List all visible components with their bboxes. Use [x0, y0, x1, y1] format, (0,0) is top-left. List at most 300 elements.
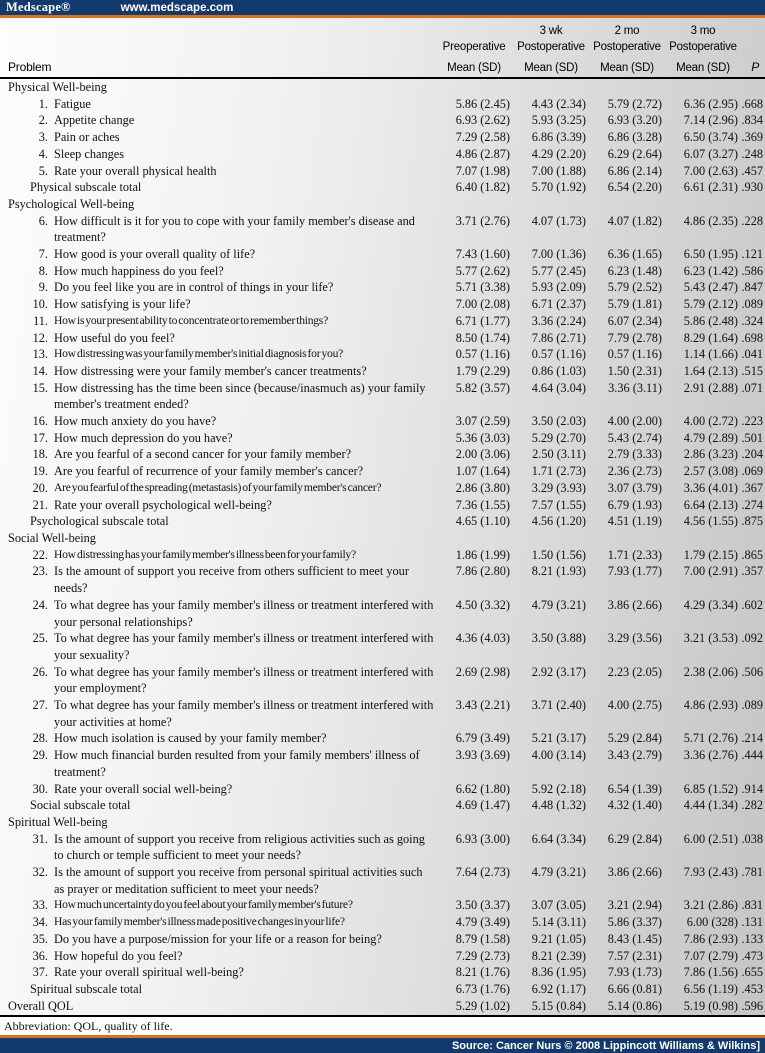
mean-sd-value: 7.00 (1.36) — [531, 247, 586, 262]
mean-sd-value: 3.43 (2.21) — [455, 698, 510, 713]
question-row — [0, 831, 765, 864]
question-cell — [0, 730, 435, 747]
p-value: .214 — [741, 731, 763, 746]
section-label: Psychological Well-being — [8, 196, 135, 211]
question-cell — [0, 948, 435, 965]
mean-sd-value: 6.92 (1.17) — [531, 981, 586, 996]
question-text: How much anxiety do you have? — [54, 414, 217, 429]
question-number: 36. — [32, 948, 48, 963]
mean-sd-value: 7.07 (1.98) — [455, 163, 510, 178]
mean-sd-value: 5.15 (0.84) — [531, 998, 586, 1013]
question-text: Is the amount of support you receive from personal spiritual activities such as prayer or meditation sufficient to meet your needs? — [54, 865, 423, 896]
p-value: .453 — [741, 981, 763, 996]
p-value: .781 — [741, 865, 763, 880]
mean-sd-value: 4.44 (1.34) — [683, 798, 738, 813]
subtotal-label: Spiritual subscale total — [30, 981, 143, 996]
question-text: How much happiness do you feel? — [54, 263, 224, 278]
p-value: .324 — [741, 313, 763, 328]
question-text: To what degree has your family member's illness or treatment interfered with your sexuality? — [54, 631, 434, 662]
question-cell — [0, 697, 435, 730]
question-cell — [0, 96, 435, 113]
mean-sd-value: 6.29 (2.84) — [607, 831, 662, 846]
question-cell — [0, 781, 435, 798]
mean-sd-value: 6.50 (1.95) — [683, 247, 738, 262]
question-text: How distressing has your family member's illness been for your family? — [54, 547, 356, 561]
mean-sd-value: 6.36 (1.65) — [607, 247, 662, 262]
question-cell — [0, 146, 435, 163]
mean-sd-value: 5.36 (3.03) — [455, 430, 510, 445]
mean-sd-value: 8.36 (1.95) — [531, 965, 586, 980]
col-header-mean-sd-3: Mean (SD) — [589, 53, 665, 78]
mean-sd-value: 8.43 (1.45) — [607, 931, 662, 946]
question-text: How difficult is it for you to cope with your family member's disease and treatment? — [54, 213, 415, 245]
question-text: Are you fearful of the spreading (metastasis) of your family member's cancer? — [54, 480, 382, 494]
mean-sd-value: 8.50 (1.74) — [455, 330, 510, 345]
question-number: 16. — [32, 414, 48, 429]
question-row — [0, 931, 765, 948]
question-number: 30. — [32, 781, 48, 796]
question-number: 29. — [32, 748, 48, 763]
question-number: 33. — [32, 898, 48, 913]
question-cell — [0, 213, 435, 246]
subtotal-label: Psychological subscale total — [30, 514, 169, 529]
question-number: 18. — [32, 447, 48, 462]
question-row — [0, 279, 765, 296]
mean-sd-value: 1.64 (2.13) — [683, 363, 738, 378]
question-number: 19. — [32, 464, 48, 479]
question-text: Rate your overall psychological well-being? — [54, 497, 272, 512]
abbreviation-footnote: Abbreviation: QOL, quality of life. — [0, 1015, 765, 1035]
subtotal-label: Social subscale total — [30, 798, 131, 813]
mean-sd-value: 6.07 (2.34) — [607, 313, 662, 328]
mean-sd-value: 6.54 (1.39) — [607, 781, 662, 796]
question-cell — [0, 129, 435, 146]
question-cell — [0, 446, 435, 463]
question-number: 13. — [32, 347, 48, 362]
question-cell — [0, 430, 435, 447]
mean-sd-value: 3.21 (2.86) — [683, 898, 738, 913]
mean-sd-value: 5.21 (3.17) — [531, 731, 586, 746]
mean-sd-value: 3.36 (4.01) — [683, 480, 738, 495]
p-value: .834 — [741, 113, 763, 128]
mean-sd-value: 4.65 (1.10) — [455, 514, 510, 529]
question-row — [0, 563, 765, 596]
question-number: 27. — [32, 698, 48, 713]
question-text: How is your present ability to concentrate or to remember things? — [54, 313, 328, 327]
mean-sd-value: 3.71 (2.40) — [531, 698, 586, 713]
question-text: To what degree has your family member's illness or treatment interfered with your employment? — [54, 664, 434, 696]
mean-sd-value: 5.92 (2.18) — [531, 781, 586, 796]
mean-sd-value: 7.86 (1.56) — [683, 965, 738, 980]
mean-sd-value: 7.00 (1.88) — [531, 163, 586, 178]
mean-sd-value: 5.79 (2.72) — [607, 96, 662, 111]
mean-sd-value: 6.54 (2.20) — [607, 180, 662, 195]
mean-sd-value: 4.86 (2.87) — [455, 146, 510, 161]
p-value: .914 — [741, 781, 763, 796]
overall-row — [0, 998, 765, 1015]
p-value: .473 — [741, 948, 763, 963]
mean-sd-value: 6.93 (3.20) — [607, 113, 662, 128]
mean-sd-value: 6.00 (328) — [686, 915, 738, 930]
col-header-2mo: 2 mo — [614, 25, 640, 37]
subtotal-row — [0, 981, 765, 998]
mean-sd-value: 3.21 (2.94) — [607, 898, 662, 913]
mean-sd-value: 4.36 (4.03) — [455, 631, 510, 646]
mean-sd-value: 6.93 (3.00) — [455, 831, 510, 846]
question-number: 7. — [38, 247, 48, 262]
question-cell — [0, 246, 435, 263]
mean-sd-value: 2.00 (3.06) — [455, 447, 510, 462]
question-row — [0, 363, 765, 380]
col-header-postoperative-3wk: Postoperative — [517, 41, 585, 53]
question-text: Is the amount of support you receive from others sufficient to meet your needs? — [54, 564, 409, 596]
question-number: 12. — [32, 330, 48, 345]
question-cell — [0, 931, 435, 948]
p-value: .248 — [741, 146, 763, 161]
header-row-phases — [0, 37, 765, 53]
question-cell — [0, 630, 435, 663]
mean-sd-value: 6.29 (2.64) — [607, 146, 662, 161]
mean-sd-value: 5.29 (2.84) — [607, 731, 662, 746]
mean-sd-value: 6.62 (1.80) — [455, 781, 510, 796]
mean-sd-value: 0.57 (1.16) — [531, 347, 586, 362]
section-row — [0, 78, 765, 96]
mean-sd-value: 3.07 (2.59) — [455, 414, 510, 429]
question-cell — [0, 597, 435, 630]
question-row — [0, 897, 765, 914]
mean-sd-value: 2.86 (3.80) — [455, 480, 510, 495]
header-row-timepoints — [0, 18, 765, 37]
mean-sd-value: 6.86 (3.28) — [607, 130, 662, 145]
mean-sd-value: 7.93 (1.73) — [607, 965, 662, 980]
p-value: .041 — [741, 347, 763, 362]
mean-sd-value: 8.21 (1.76) — [455, 965, 510, 980]
mean-sd-value: 5.43 (2.74) — [607, 430, 662, 445]
question-text: Rate your overall spiritual well-being? — [54, 965, 244, 980]
mean-sd-value: 2.23 (2.05) — [607, 664, 662, 679]
question-number: 3. — [38, 130, 48, 145]
mean-sd-value: 6.73 (1.76) — [455, 981, 510, 996]
p-value: .865 — [741, 547, 763, 562]
mean-sd-value: 5.93 (3.25) — [531, 113, 586, 128]
mean-sd-value: 8.21 (2.39) — [531, 948, 586, 963]
question-row — [0, 547, 765, 564]
mean-sd-value: 3.29 (3.56) — [607, 631, 662, 646]
mean-sd-value: 3.93 (3.69) — [455, 748, 510, 763]
p-value: .367 — [741, 480, 763, 495]
question-number: 23. — [32, 564, 48, 579]
question-text: How distressing was your family member's initial diagnosis for you? — [54, 347, 344, 361]
table-body — [0, 78, 765, 1014]
p-value: .506 — [741, 664, 763, 679]
question-row — [0, 213, 765, 246]
mean-sd-value: 7.07 (2.79) — [683, 948, 738, 963]
question-cell — [0, 547, 435, 564]
question-cell — [0, 279, 435, 296]
p-value: .444 — [741, 748, 763, 763]
p-value: .133 — [741, 931, 763, 946]
mean-sd-value: 0.86 (1.03) — [531, 363, 586, 378]
mean-sd-value: 2.50 (3.11) — [532, 447, 586, 462]
question-text: Pain or aches — [54, 130, 120, 145]
mean-sd-value: 6.64 (2.13) — [683, 497, 738, 512]
mean-sd-value: 1.50 (2.31) — [607, 363, 662, 378]
mean-sd-value: 1.86 (1.99) — [455, 547, 510, 562]
question-row — [0, 313, 765, 330]
question-row — [0, 497, 765, 514]
p-value: .092 — [741, 631, 763, 646]
question-row — [0, 480, 765, 497]
mean-sd-value: 4.79 (3.49) — [455, 915, 510, 930]
mean-sd-value: 2.79 (3.33) — [607, 447, 662, 462]
question-text: Are you fearful of a second cancer for your family member? — [54, 447, 352, 462]
subtotal-row — [0, 513, 765, 530]
mean-sd-value: 4.56 (1.20) — [531, 514, 586, 529]
section-label: Spiritual Well-being — [8, 814, 108, 829]
table-area — [0, 18, 765, 1015]
question-cell — [0, 330, 435, 347]
question-cell — [0, 664, 435, 697]
mean-sd-value: 5.77 (2.45) — [531, 263, 586, 278]
mean-sd-value: 1.71 (2.73) — [531, 464, 586, 479]
section-label: Social Well-being — [8, 530, 96, 545]
question-number: 5. — [38, 163, 48, 178]
mean-sd-value: 2.36 (2.73) — [607, 464, 662, 479]
mean-sd-value: 5.79 (2.12) — [683, 297, 738, 312]
mean-sd-value: 5.71 (2.76) — [683, 731, 738, 746]
table-header — [0, 18, 765, 78]
question-text: How hopeful do you feel? — [54, 948, 183, 963]
p-value: .668 — [741, 96, 763, 111]
p-value: .131 — [741, 915, 763, 930]
mean-sd-value: 3.36 (2.24) — [531, 313, 586, 328]
mean-sd-value: 7.57 (2.31) — [607, 948, 662, 963]
p-value: .596 — [741, 998, 763, 1013]
mean-sd-value: 7.79 (2.78) — [607, 330, 662, 345]
mean-sd-value: 7.93 (2.43) — [683, 865, 738, 880]
question-row — [0, 914, 765, 931]
question-text: How useful do you feel? — [54, 330, 175, 345]
question-number: 24. — [32, 597, 48, 612]
mean-sd-value: 2.86 (3.23) — [683, 447, 738, 462]
question-cell — [0, 263, 435, 280]
mean-sd-value: 7.86 (2.93) — [683, 931, 738, 946]
mean-sd-value: 4.29 (2.20) — [531, 146, 586, 161]
question-number: 4. — [38, 146, 48, 161]
question-number: 9. — [38, 280, 48, 295]
question-cell — [0, 480, 435, 497]
col-header-mean-sd-1: Mean (SD) — [435, 53, 513, 78]
mean-sd-value: 6.79 (3.49) — [455, 731, 510, 746]
question-row — [0, 112, 765, 129]
col-header-problem: Problem — [0, 53, 435, 78]
question-number: 1. — [38, 96, 48, 111]
question-row — [0, 730, 765, 747]
mean-sd-value: 5.14 (3.11) — [532, 915, 586, 930]
qol-table — [0, 18, 765, 1014]
mean-sd-value: 3.36 (2.76) — [683, 748, 738, 763]
question-text: To what degree has your family member's illness or treatment interfered with your activities at home? — [54, 698, 434, 729]
col-header-3wk: 3 wk — [539, 25, 563, 37]
p-value: .831 — [741, 898, 763, 913]
p-value: .847 — [741, 280, 763, 295]
mean-sd-value: 1.07 (1.64) — [455, 464, 510, 479]
p-value: .071 — [741, 380, 763, 395]
mean-sd-value: 4.48 (1.32) — [531, 798, 586, 813]
p-value: .501 — [741, 430, 763, 445]
mean-sd-value: 4.00 (2.00) — [607, 414, 662, 429]
question-text: Is the amount of support you receive from religious activities such as going to church or temple sufficient to meet your needs? — [54, 831, 425, 863]
question-cell — [0, 831, 435, 864]
mean-sd-value: 8.21 (1.93) — [531, 564, 586, 579]
question-cell — [0, 380, 435, 413]
mean-sd-value: 7.29 (2.73) — [455, 948, 510, 963]
medscape-logo: Medscape® — [6, 0, 71, 14]
question-cell — [0, 563, 435, 596]
mean-sd-value: 5.82 (3.57) — [455, 380, 510, 395]
question-row — [0, 346, 765, 363]
question-text: How much depression do you have? — [54, 430, 233, 445]
mean-sd-value: 5.86 (2.48) — [683, 313, 738, 328]
question-number: 35. — [32, 931, 48, 946]
question-number: 21. — [32, 497, 48, 512]
mean-sd-value: 6.64 (3.34) — [531, 831, 586, 846]
question-number: 14. — [32, 363, 48, 378]
mean-sd-value: 4.64 (3.04) — [531, 380, 586, 395]
mean-sd-value: 9.21 (1.05) — [531, 931, 586, 946]
mean-sd-value: 1.50 (1.56) — [531, 547, 586, 562]
question-number: 11. — [33, 313, 48, 328]
source-text: Source: Cancer Nurs © 2008 Lippincott Williams & Wilkins] — [451, 1039, 760, 1052]
question-number: 25. — [32, 631, 48, 646]
col-header-preoperative: Preoperative — [442, 41, 506, 53]
mean-sd-value: 6.23 (1.48) — [607, 263, 662, 278]
mean-sd-value: 0.57 (1.16) — [607, 347, 662, 362]
col-header-mean-sd-2: Mean (SD) — [513, 53, 589, 78]
col-header-p: P — [741, 53, 765, 78]
mean-sd-value: 6.93 (2.62) — [455, 113, 510, 128]
mean-sd-value: 4.00 (2.72) — [683, 414, 738, 429]
question-number: 8. — [38, 263, 48, 278]
question-text: Do you have a purpose/mission for your life or a reason for being? — [54, 931, 382, 946]
mean-sd-value: 6.00 (2.51) — [683, 831, 738, 846]
question-cell — [0, 313, 435, 330]
question-cell — [0, 413, 435, 430]
medscape-url: www.medscape.com — [120, 1, 234, 14]
mean-sd-value: 3.50 (2.03) — [531, 414, 586, 429]
question-row — [0, 413, 765, 430]
mean-sd-value: 3.86 (2.66) — [607, 865, 662, 880]
p-value: .698 — [741, 330, 763, 345]
p-value: .089 — [741, 698, 763, 713]
mean-sd-value: 7.64 (2.73) — [455, 865, 510, 880]
medscape-top-bar — [0, 0, 765, 15]
question-row — [0, 630, 765, 663]
col-header-3mo: 3 mo — [690, 25, 716, 37]
mean-sd-value: 4.79 (2.89) — [683, 430, 738, 445]
mean-sd-value: 7.00 (2.91) — [683, 564, 738, 579]
mean-sd-value: 5.19 (0.98) — [683, 998, 738, 1013]
question-number: 34. — [32, 915, 48, 930]
mean-sd-value: 1.71 (2.33) — [607, 547, 662, 562]
question-cell — [0, 964, 435, 981]
mean-sd-value: 3.50 (3.88) — [531, 631, 586, 646]
question-row — [0, 246, 765, 263]
mean-sd-value: 7.29 (2.58) — [455, 130, 510, 145]
mean-sd-value: 4.51 (1.19) — [607, 514, 662, 529]
question-row — [0, 380, 765, 413]
p-value: .515 — [741, 363, 763, 378]
mean-sd-value: 6.40 (1.82) — [455, 180, 510, 195]
question-cell — [0, 163, 435, 180]
question-number: 20. — [32, 480, 48, 495]
question-cell — [0, 463, 435, 480]
mean-sd-value: 5.29 (2.70) — [531, 430, 586, 445]
question-row — [0, 463, 765, 480]
question-text: How satisfying is your life? — [54, 297, 191, 312]
question-row — [0, 964, 765, 981]
mean-sd-value: 4.79 (3.21) — [531, 597, 586, 612]
mean-sd-value: 4.07 (1.82) — [607, 213, 662, 228]
mean-sd-value: 1.14 (1.66) — [683, 347, 738, 362]
question-row — [0, 664, 765, 697]
mean-sd-value: 6.71 (1.77) — [455, 313, 510, 328]
question-cell — [0, 112, 435, 129]
mean-sd-value: 3.86 (2.66) — [607, 597, 662, 612]
mean-sd-value: 3.29 (3.93) — [531, 480, 586, 495]
mean-sd-value: 5.29 (1.02) — [455, 998, 510, 1013]
question-number: 28. — [32, 731, 48, 746]
question-row — [0, 948, 765, 965]
question-number: 22. — [32, 547, 48, 562]
mean-sd-value: 5.70 (1.92) — [531, 180, 586, 195]
question-text: Do you feel like you are in control of things in your life? — [54, 280, 334, 295]
mean-sd-value: 3.71 (2.76) — [455, 213, 510, 228]
question-row — [0, 781, 765, 798]
question-text: Rate your overall social well-being? — [54, 781, 233, 796]
question-text: Has your family member's illness made positive changes in your life? — [54, 915, 345, 929]
p-value: .655 — [741, 965, 763, 980]
mean-sd-value: 6.71 (2.37) — [531, 297, 586, 312]
question-text: Are you fearful of recurrence of your family member's cancer? — [54, 464, 364, 479]
question-number: 2. — [38, 113, 48, 128]
mean-sd-value: 8.29 (1.64) — [683, 330, 738, 345]
question-row — [0, 330, 765, 347]
mean-sd-value: 4.29 (3.34) — [683, 597, 738, 612]
mean-sd-value: 6.50 (3.74) — [683, 130, 738, 145]
mean-sd-value: 6.23 (1.42) — [683, 263, 738, 278]
question-cell — [0, 914, 435, 931]
question-row — [0, 430, 765, 447]
question-cell — [0, 897, 435, 914]
mean-sd-value: 2.91 (2.88) — [683, 380, 738, 395]
mean-sd-value: 4.50 (3.32) — [455, 597, 510, 612]
mean-sd-value: 7.93 (1.77) — [607, 564, 662, 579]
mean-sd-value: 3.07 (3.05) — [531, 898, 586, 913]
mean-sd-value: 6.86 (3.39) — [531, 130, 586, 145]
mean-sd-value: 8.79 (1.58) — [455, 931, 510, 946]
mean-sd-value: 5.79 (1.81) — [607, 297, 662, 312]
question-number: 31. — [32, 831, 48, 846]
mean-sd-value: 5.14 (0.86) — [607, 998, 662, 1013]
p-value: .602 — [741, 597, 763, 612]
col-header-mean-sd-4: Mean (SD) — [665, 53, 741, 78]
question-text: How distressing has the time been since (because/inasmuch as) your family member's treatment ended? — [54, 380, 426, 412]
mean-sd-value: 2.92 (3.17) — [531, 664, 586, 679]
question-text: How much isolation is caused by your family member? — [54, 731, 327, 746]
source-bar — [0, 1038, 765, 1053]
mean-sd-value: 7.14 (2.96) — [683, 113, 738, 128]
